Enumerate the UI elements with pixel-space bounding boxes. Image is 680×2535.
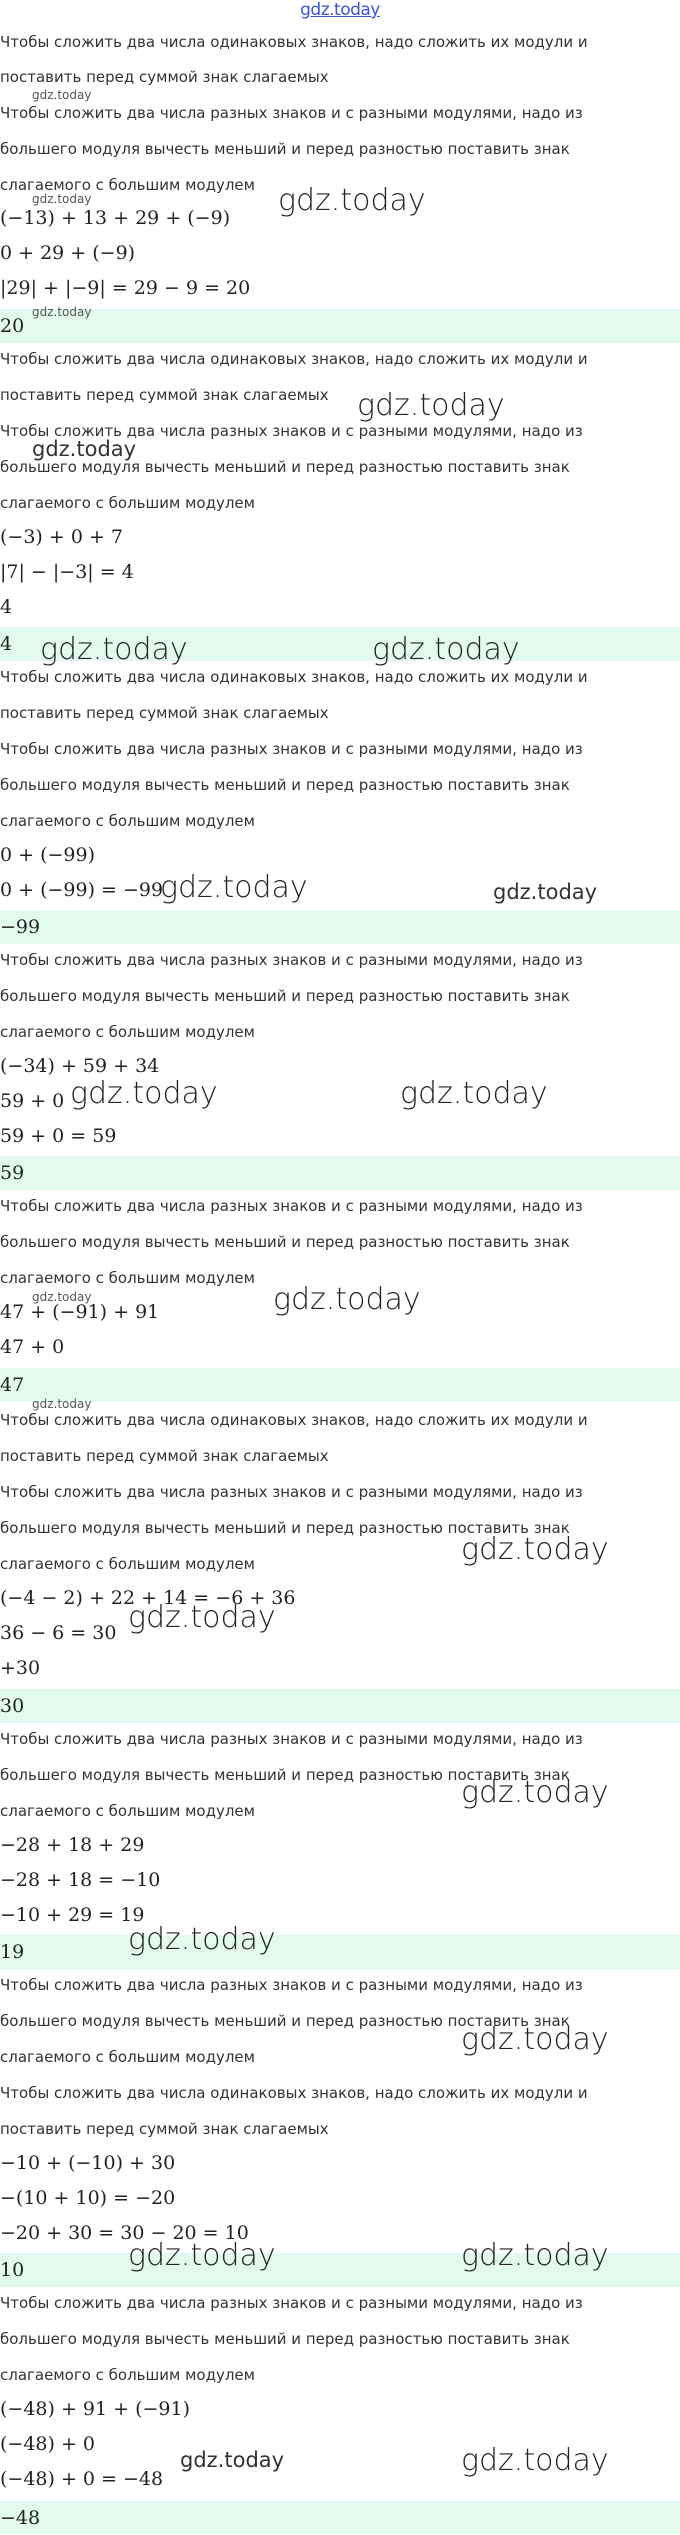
answer-row (0, 1156, 680, 1190)
rule-diff-sign-line1: Чтобы сложить два числа разных знаков и с разными модулями, надо из (0, 1483, 583, 1501)
rule-diff-sign-line1: Чтобы сложить два числа разных знаков и с разными модулями, надо из (0, 1197, 583, 1215)
answer-row (0, 2501, 680, 2534)
watermark: gdz.today (273, 1282, 421, 1317)
rule-same-sign-line1: Чтобы сложить два числа одинаковых знаков, надо сложить их модули и (0, 33, 588, 51)
watermark: gdz.today (180, 2448, 285, 2472)
watermark: gdz.today (128, 1922, 276, 1957)
solution-step: (−48) + 0 = −48 (0, 2468, 164, 2490)
answer-row (0, 1935, 680, 1969)
answer-row (0, 1689, 680, 1723)
rule-diff-sign-line3: слагаемого с большим модулем (0, 1269, 255, 1287)
solution-step: (−13) + 13 + 29 + (−9) (0, 207, 231, 229)
watermark: gdz.today (372, 632, 520, 667)
rule-diff-sign-line1: Чтобы сложить два числа разных знаков и с разными модулями, надо из (0, 740, 583, 758)
watermark: gdz.today (128, 2238, 276, 2273)
rule-diff-sign-line3: слагаемого с большим модулем (0, 1802, 255, 1820)
watermark: gdz.today (461, 1532, 609, 1567)
site-title-link[interactable]: gdz.today (300, 0, 380, 20)
watermark: gdz.today (461, 2443, 609, 2478)
rule-same-sign-line1: Чтобы сложить два числа одинаковых знаков, надо сложить их модули и (0, 668, 588, 686)
rule-diff-sign-line3: слагаемого с большим модулем (0, 494, 255, 512)
watermark: gdz.today (461, 1775, 609, 1810)
solution-step: 36 − 6 = 30 (0, 1622, 117, 1644)
solution-step: 47 + (−91) + 91 (0, 1301, 160, 1323)
rule-diff-sign-line2: большего модуля вычесть меньший и перед разностью поставить знак (0, 2330, 570, 2348)
watermark: gdz.today (278, 183, 426, 218)
rule-diff-sign-line2: большего модуля вычесть меньший и перед разностью поставить знак (0, 2012, 570, 2030)
rule-diff-sign-line1: Чтобы сложить два числа разных знаков и с разными модулями, надо из (0, 104, 583, 122)
rule-same-sign-line2: поставить перед суммой знак слагаемых (0, 704, 329, 722)
answer-value: 47 (0, 1374, 25, 1396)
solution-step: 0 + (−99) = −99 (0, 879, 164, 901)
solution-step: 59 + 0 = 59 (0, 1125, 117, 1147)
solution-step: 0 + (−99) (0, 844, 96, 866)
rule-diff-sign-line2: большего модуля вычесть меньший и перед разностью поставить знак (0, 1233, 570, 1251)
rule-same-sign-line1: Чтобы сложить два числа одинаковых знаков, надо сложить их модули и (0, 350, 588, 368)
watermark: gdz.today (32, 437, 137, 461)
solution-step: (−3) + 0 + 7 (0, 526, 124, 548)
solution-step: |7| − |−3| = 4 (0, 561, 134, 583)
rule-diff-sign-line3: слагаемого с большим модулем (0, 2366, 255, 2384)
watermark: gdz.today (32, 192, 92, 206)
answer-value: 10 (0, 2259, 25, 2281)
watermark: gdz.today (400, 1076, 548, 1111)
rule-diff-sign-line2: большего модуля вычесть меньший и перед разностью поставить знак (0, 140, 570, 158)
solution-step: 59 + 0 (0, 1090, 65, 1112)
watermark: gdz.today (32, 305, 92, 319)
solution-step: −(10 + 10) = −20 (0, 2187, 176, 2209)
solution-step: +30 (0, 1657, 41, 1679)
solution-step: −10 + (−10) + 30 (0, 2152, 176, 2174)
solution-step: (−48) + 91 + (−91) (0, 2398, 191, 2420)
solution-step: (−34) + 59 + 34 (0, 1055, 160, 1077)
rule-diff-sign-line3: слагаемого с большим модулем (0, 1023, 255, 1041)
rule-diff-sign-line1: Чтобы сложить два числа разных знаков и с разными модулями, надо из (0, 2294, 583, 2312)
rule-same-sign-line2: поставить перед суммой знак слагаемых (0, 1447, 329, 1465)
solution-step: (−48) + 0 (0, 2433, 96, 2455)
watermark: gdz.today (160, 870, 308, 905)
answer-value: 20 (0, 315, 25, 337)
answer-value: 4 (0, 633, 13, 655)
rule-diff-sign-line3: слагаемого с большим модулем (0, 812, 255, 830)
solution-step: −28 + 18 + 29 (0, 1834, 145, 1856)
solution-step: −10 + 29 = 19 (0, 1904, 145, 1926)
watermark: gdz.today (128, 1600, 276, 1635)
answer-value: −99 (0, 916, 41, 938)
rule-same-sign-line2: поставить перед суммой знак слагаемых (0, 68, 329, 86)
watermark: gdz.today (461, 2022, 609, 2057)
solution-step: (−4 − 2) + 22 + 14 = −6 + 36 (0, 1587, 296, 1609)
rule-diff-sign-line3: слагаемого с большим модулем (0, 176, 255, 194)
watermark: gdz.today (461, 2238, 609, 2273)
rule-diff-sign-line2: большего модуля вычесть меньший и перед разностью поставить знак (0, 987, 570, 1005)
rule-same-sign-line1: Чтобы сложить два числа одинаковых знаков, надо сложить их модули и (0, 2084, 588, 2102)
watermark: gdz.today (40, 632, 188, 667)
answer-value: 30 (0, 1695, 25, 1717)
rule-diff-sign-line3: слагаемого с большим модулем (0, 2048, 255, 2066)
rule-diff-sign-line2: большего модуля вычесть меньший и перед разностью поставить знак (0, 776, 570, 794)
watermark: gdz.today (32, 88, 92, 102)
answer-row (0, 910, 680, 944)
watermark: gdz.today (70, 1076, 218, 1111)
answer-value: 19 (0, 1941, 25, 1963)
watermark: gdz.today (493, 880, 598, 904)
rule-diff-sign-line2: большего модуля вычесть меньший и перед разностью поставить знак (0, 1519, 570, 1537)
answer-row (0, 1368, 680, 1402)
rule-diff-sign-line1: Чтобы сложить два числа разных знаков и с разными модулями, надо из (0, 951, 583, 969)
answer-value: −48 (0, 2507, 41, 2529)
rule-diff-sign-line2: большего модуля вычесть меньший и перед разностью поставить знак (0, 458, 570, 476)
watermark: gdz.today (32, 1290, 92, 1304)
watermark: gdz.today (32, 1397, 92, 1411)
answer-value: 59 (0, 1162, 25, 1184)
rule-diff-sign-line1: Чтобы сложить два числа разных знаков и с разными модулями, надо из (0, 1730, 583, 1748)
rule-diff-sign-line2: большего модуля вычесть меньший и перед разностью поставить знак (0, 1766, 570, 1784)
rule-same-sign-line1: Чтобы сложить два числа одинаковых знаков, надо сложить их модули и (0, 1411, 588, 1429)
answer-row (0, 309, 680, 343)
rule-same-sign-line2: поставить перед суммой знак слагаемых (0, 2120, 329, 2138)
rule-diff-sign-line1: Чтобы сложить два числа разных знаков и с разными модулями, надо из (0, 1976, 583, 1994)
solution-step: |29| + |−9| = 29 − 9 = 20 (0, 277, 251, 299)
rule-same-sign-line2: поставить перед суммой знак слагаемых (0, 386, 329, 404)
watermark: gdz.today (357, 388, 505, 423)
rule-diff-sign-line3: слагаемого с большим модулем (0, 1555, 255, 1573)
solution-step: 0 + 29 + (−9) (0, 242, 136, 264)
solution-step: −28 + 18 = −10 (0, 1869, 161, 1891)
rule-diff-sign-line1: Чтобы сложить два числа разных знаков и с разными модулями, надо из (0, 422, 583, 440)
solution-step: 47 + 0 (0, 1336, 65, 1358)
solution-step: −20 + 30 = 30 − 20 = 10 (0, 2222, 249, 2244)
solution-step: 4 (0, 596, 13, 618)
